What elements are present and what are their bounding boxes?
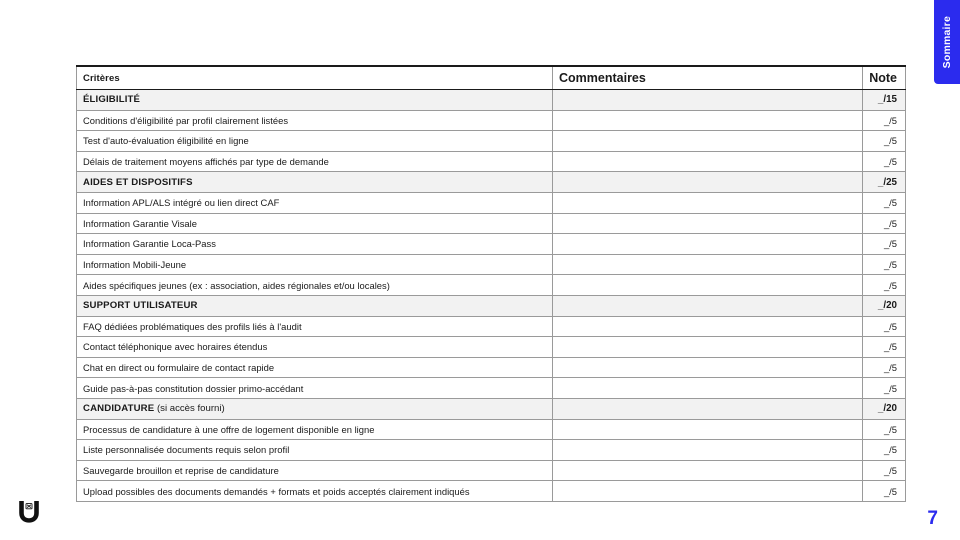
note-cell[interactable]: _/5 <box>863 192 906 213</box>
section-note-cell[interactable]: _/20 <box>863 398 906 419</box>
table-header-row <box>77 66 906 90</box>
comment-cell[interactable] <box>553 460 863 481</box>
audit-criteria-table-container <box>76 65 905 502</box>
criteria-cell: Information Garantie Visale <box>77 213 553 234</box>
criteria-cell: Conditions d'éligibilité par profil clairement listées <box>77 110 553 131</box>
comment-cell[interactable] <box>553 172 863 193</box>
table-row <box>77 213 906 234</box>
note-cell[interactable]: _/5 <box>863 254 906 275</box>
criteria-cell: Information Garantie Loca-Pass <box>77 234 553 255</box>
header-criteria: Critères <box>77 66 553 90</box>
section-title-cell: ÉLIGIBILITÉ <box>77 90 553 111</box>
comment-cell[interactable] <box>553 110 863 131</box>
section-note-cell[interactable]: _/25 <box>863 172 906 193</box>
sommaire-tab-label: Sommaire <box>941 15 953 69</box>
table-section-row <box>77 90 906 111</box>
table-row <box>77 440 906 461</box>
criteria-cell: Upload possibles des documents demandés + formats et poids acceptés clairement indiqués <box>77 481 553 502</box>
note-cell[interactable]: _/5 <box>863 131 906 152</box>
criteria-cell: FAQ dédiées problématiques des profils liés à l'audit <box>77 316 553 337</box>
criteria-cell: Aides spécifiques jeunes (ex : association, aides régionales et/ou locales) <box>77 275 553 296</box>
note-cell[interactable]: _/5 <box>863 460 906 481</box>
sommaire-tab[interactable] <box>934 0 960 84</box>
comment-cell[interactable] <box>553 90 863 111</box>
note-cell[interactable]: _/5 <box>863 419 906 440</box>
table-section-row <box>77 172 906 193</box>
section-title-suffix: (si accès fourni) <box>154 403 225 415</box>
comment-cell[interactable] <box>553 131 863 152</box>
header-note: Note <box>863 66 906 90</box>
table-row <box>77 131 906 152</box>
table-row <box>77 357 906 378</box>
table-row <box>77 316 906 337</box>
comment-cell[interactable] <box>553 295 863 316</box>
comment-cell[interactable] <box>553 398 863 419</box>
section-title-cell: CANDIDATURE (si accès fourni) <box>77 398 553 419</box>
comment-cell[interactable] <box>553 440 863 461</box>
comment-cell[interactable] <box>553 275 863 296</box>
section-note-cell[interactable]: _/15 <box>863 90 906 111</box>
note-cell[interactable]: _/5 <box>863 378 906 399</box>
header-comments: Commentaires <box>553 66 863 90</box>
note-cell[interactable]: _/5 <box>863 440 906 461</box>
table-row <box>77 151 906 172</box>
section-note-cell[interactable]: _/20 <box>863 295 906 316</box>
note-cell[interactable]: _/5 <box>863 151 906 172</box>
criteria-cell: Information APL/ALS intégré ou lien direct CAF <box>77 192 553 213</box>
note-cell[interactable]: _/5 <box>863 110 906 131</box>
criteria-cell: Chat en direct ou formulaire de contact rapide <box>77 357 553 378</box>
comment-cell[interactable] <box>553 337 863 358</box>
note-cell[interactable]: _/5 <box>863 275 906 296</box>
comment-cell[interactable] <box>553 316 863 337</box>
comment-cell[interactable] <box>553 213 863 234</box>
u-monogram-logo <box>14 496 44 526</box>
criteria-cell: Information Mobili-Jeune <box>77 254 553 275</box>
table-row <box>77 378 906 399</box>
section-title-cell: SUPPORT UTILISATEUR <box>77 295 553 316</box>
comment-cell[interactable] <box>553 378 863 399</box>
table-row <box>77 481 906 502</box>
table-section-row <box>77 295 906 316</box>
comment-cell[interactable] <box>553 254 863 275</box>
comment-cell[interactable] <box>553 357 863 378</box>
table-section-row <box>77 398 906 419</box>
criteria-cell: Délais de traitement moyens affichés par type de demande <box>77 151 553 172</box>
criteria-cell: Liste personnalisée documents requis selon profil <box>77 440 553 461</box>
note-cell[interactable]: _/5 <box>863 357 906 378</box>
table-row <box>77 337 906 358</box>
table-row <box>77 275 906 296</box>
comment-cell[interactable] <box>553 419 863 440</box>
criteria-cell: Contact téléphonique avec horaires étendus <box>77 337 553 358</box>
section-title-cell: AIDES ET DISPOSITIFS <box>77 172 553 193</box>
comment-cell[interactable] <box>553 192 863 213</box>
comment-cell[interactable] <box>553 481 863 502</box>
table-row <box>77 110 906 131</box>
criteria-cell: Sauvegarde brouillon et reprise de candidature <box>77 460 553 481</box>
note-cell[interactable]: _/5 <box>863 213 906 234</box>
note-cell[interactable]: _/5 <box>863 337 906 358</box>
table-row <box>77 254 906 275</box>
audit-criteria-table <box>76 65 906 502</box>
comment-cell[interactable] <box>553 151 863 172</box>
audit-table-body <box>77 66 906 501</box>
note-cell[interactable]: _/5 <box>863 234 906 255</box>
criteria-cell: Test d'auto-évaluation éligibilité en ligne <box>77 131 553 152</box>
note-cell[interactable]: _/5 <box>863 481 906 502</box>
criteria-cell: Processus de candidature à une offre de logement disponible en ligne <box>77 419 553 440</box>
table-row <box>77 419 906 440</box>
table-row <box>77 192 906 213</box>
note-cell[interactable]: _/5 <box>863 316 906 337</box>
page-number: 7 <box>927 508 938 529</box>
criteria-cell: Guide pas-à-pas constitution dossier primo-accédant <box>77 378 553 399</box>
comment-cell[interactable] <box>553 234 863 255</box>
table-row <box>77 460 906 481</box>
table-row <box>77 234 906 255</box>
